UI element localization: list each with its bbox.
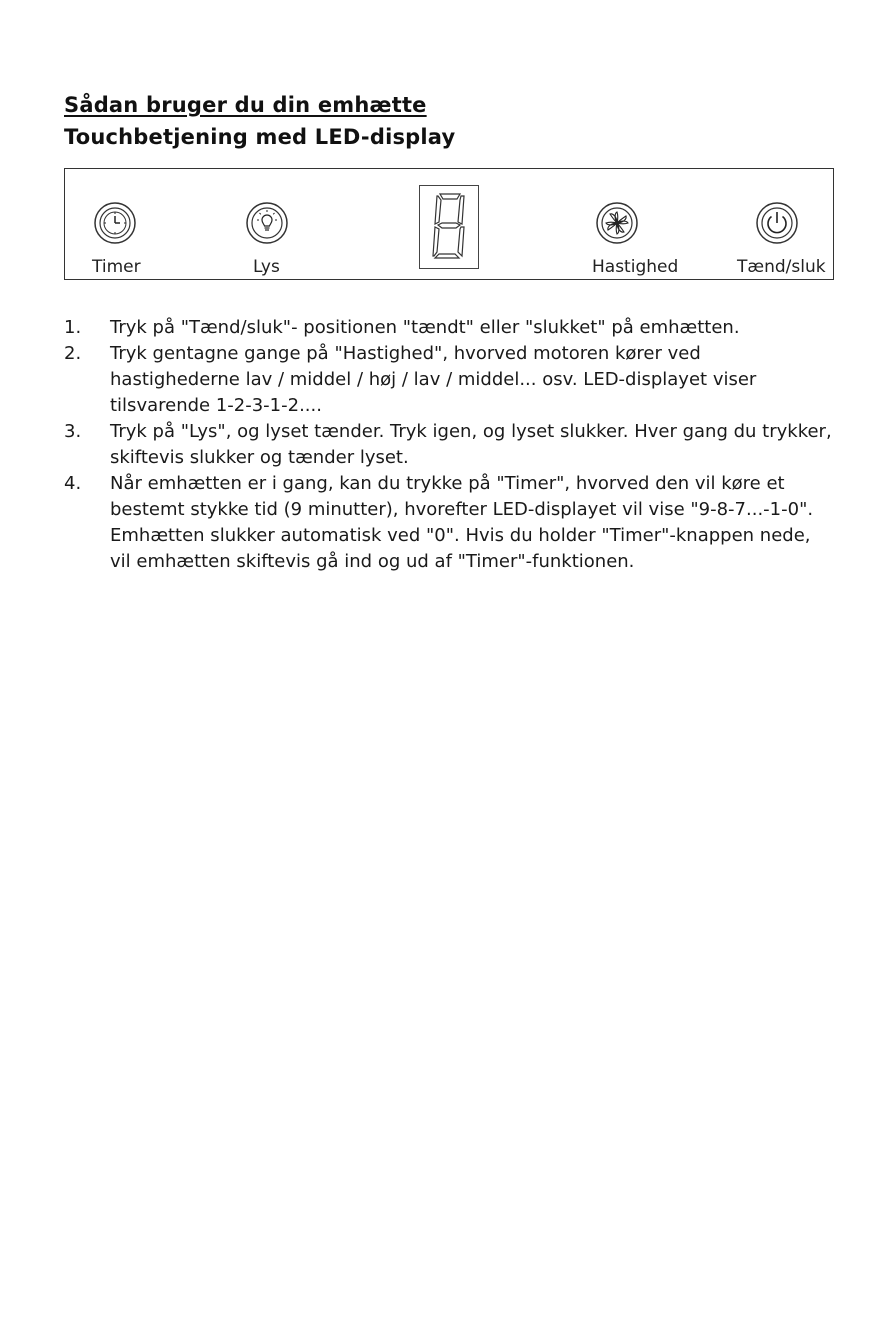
timer-label: Timer: [92, 257, 141, 277]
step-text: Når emhætten er i gang, kan du trykke på "Timer", hvorved den vil køre et bestemt stykke tid (9 minutter), hvorefter LED-displayet vil vise "9-8-7...-1-0". Emhætten slukker automatisk ved "0". Hvis du holder "Timer"-knappen nede, vil emhætten skiftevis gå ind og ud af "Timer"-funktionen.: [110, 473, 814, 572]
power-icon: [755, 201, 799, 245]
step-text: Tryk på "Lys", og lyset tænder. Tryk igen, og lyset slukker. Hver gang du trykker, skiftevis slukker og tænder lyset.: [110, 421, 832, 468]
page-subtitle: Touchbetjening med LED-display: [64, 125, 456, 149]
led-display: [419, 185, 479, 269]
power-label: Tænd/sluk: [737, 257, 826, 277]
speed-button[interactable]: [595, 201, 639, 245]
step-number: 1.: [64, 317, 82, 338]
speed-label: Hastighed: [592, 257, 679, 277]
seven-segment-display-icon: [420, 186, 478, 268]
light-bulb-icon: [245, 201, 289, 245]
clock-icon: [93, 201, 137, 245]
step-text: Tryk på "Tænd/sluk"- positionen "tændt" eller "slukket" på emhætten.: [110, 317, 740, 338]
step-number: 2.: [64, 343, 82, 364]
control-panel-diagram: [64, 168, 834, 280]
list-item: [64, 471, 834, 575]
page-title: Sådan bruger du din emhætte: [64, 93, 427, 117]
list-item: [64, 341, 834, 419]
list-item: [64, 419, 834, 471]
step-number: 3.: [64, 421, 82, 442]
instruction-list: [64, 315, 834, 575]
power-button[interactable]: [755, 201, 799, 245]
light-label: Lys: [253, 257, 280, 277]
fan-icon: [595, 201, 639, 245]
step-number: 4.: [64, 473, 82, 494]
list-item: [64, 315, 834, 341]
light-button[interactable]: [245, 201, 289, 245]
step-text: Tryk gentagne gange på "Hastighed", hvorved motoren kører ved hastighederne lav / middel / høj / lav / middel... osv. LED-displayet viser tilsvarende 1-2-3-1-2....: [110, 343, 757, 416]
timer-button[interactable]: [93, 201, 137, 245]
